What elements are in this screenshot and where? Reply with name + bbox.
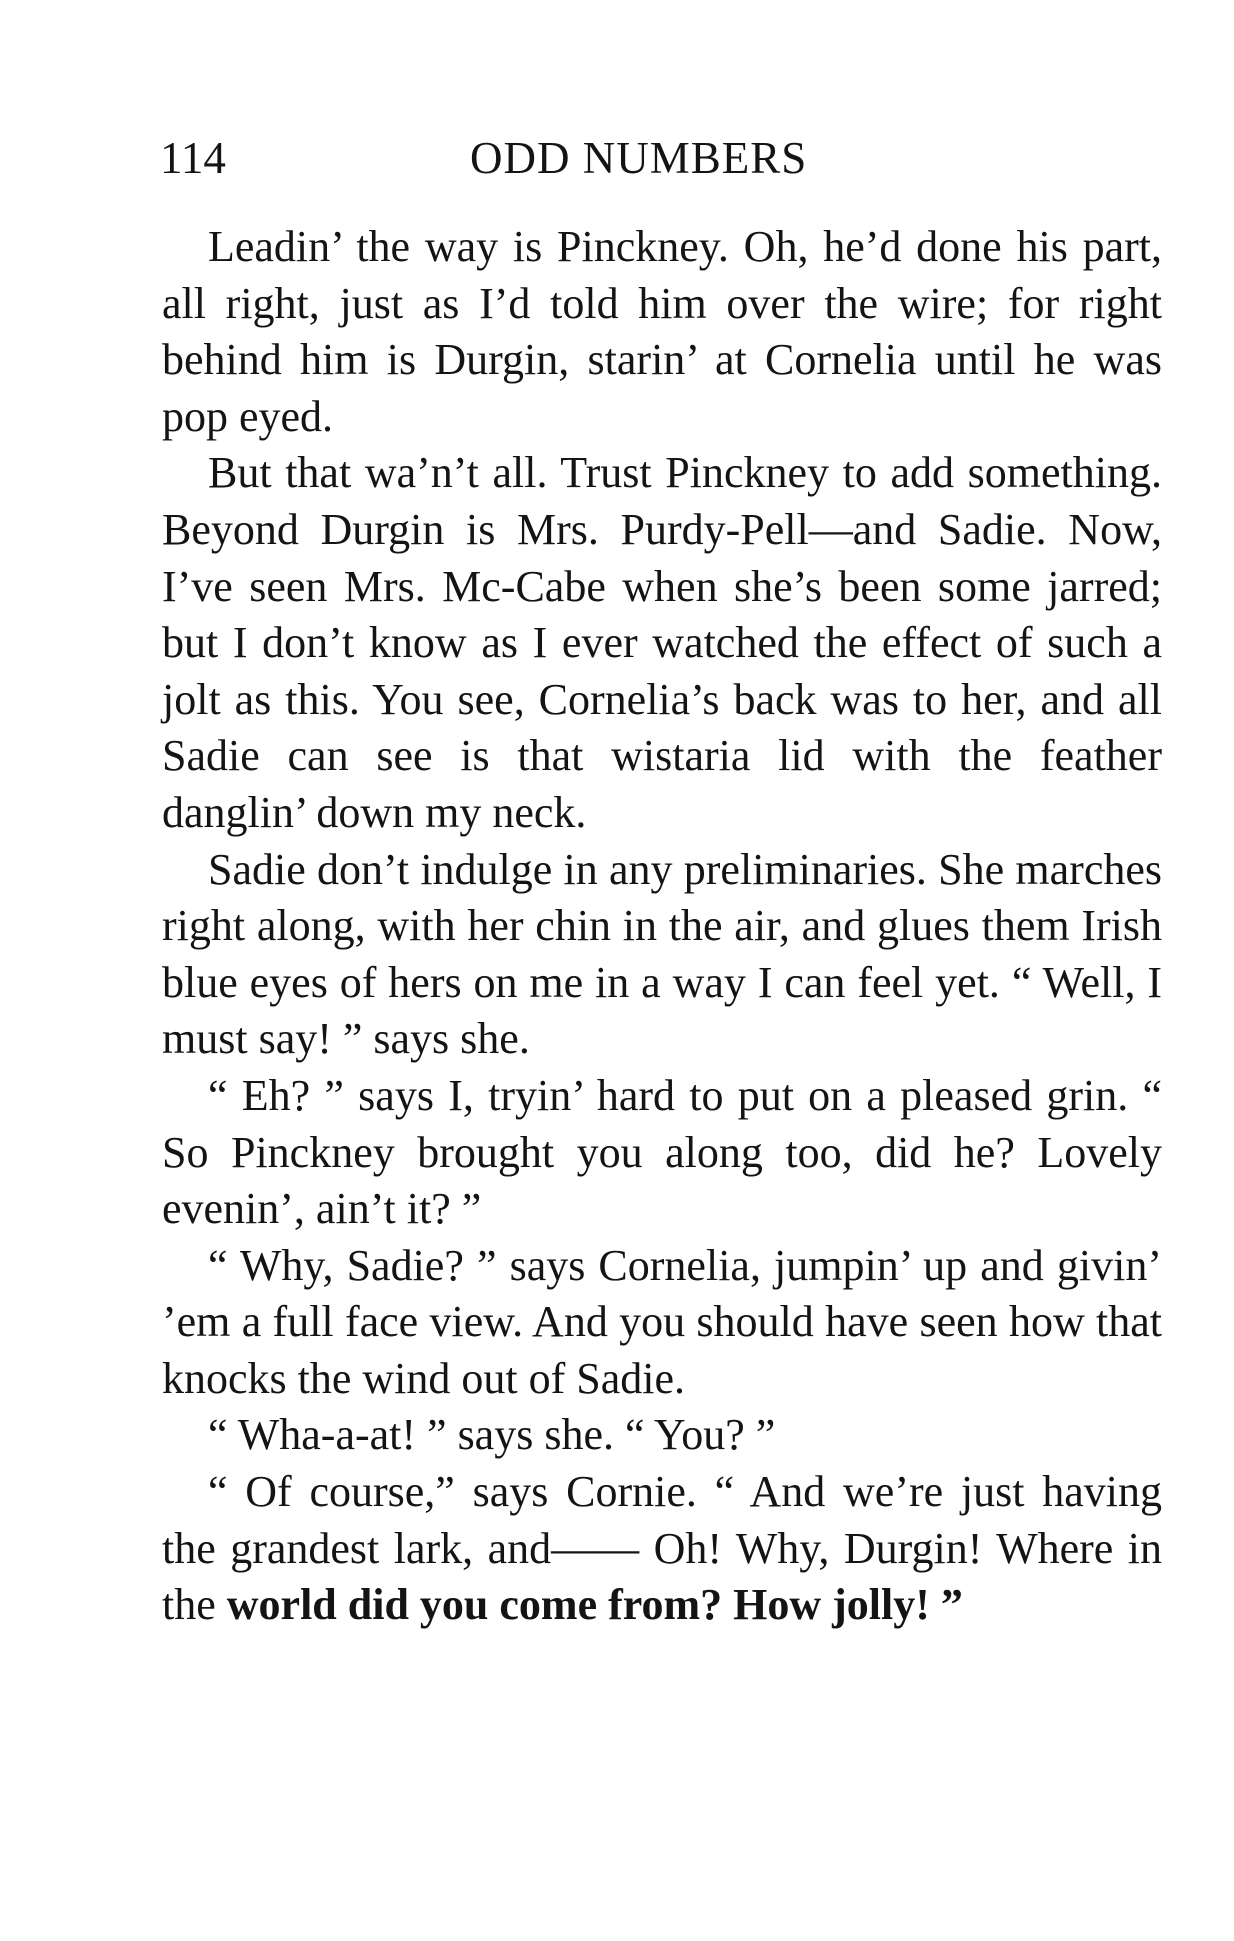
- paragraph-4: “ Eh? ” says I, tryin’ hard to put on a pleased grin. “ So Pinckney brought you along too, did he? Lovely evenin’, ain’t it? ”: [162, 1070, 1162, 1234]
- paragraph-7-text: “ Of course,” says Cornie. “ And we’re just having the grandest lark, and—— Oh! Why, Durgin! Where in the: [162, 1467, 1162, 1630]
- paragraph-1: Leadin’ the way is Pinckney. Oh, he’d done his part, all right, just as I’d told him over the wire; for right behind him is Durgin, starin’ at Cornelia until he was pop eyed.: [162, 222, 1162, 441]
- running-head: [160, 128, 1170, 188]
- paragraph-3: Sadie don’t indulge in any preliminaries. She marches right along, with her chin in the air, and glues them Irish blue eyes of hers on me in a way I can feel yet. “ Well, I must say! ” says she.: [162, 844, 1162, 1064]
- paragraph-5: “ Why, Sadie? ” says Cornelia, jumpin’ up and givin’ ’em a full face view. And you should have seen how that knocks the wind out of Sadie.: [162, 1240, 1162, 1403]
- page-number: 114: [160, 133, 226, 183]
- body-text: [162, 219, 1162, 1634]
- running-title: ODD NUMBERS: [470, 133, 808, 183]
- paragraph-7-bold-text: world did you come from? How jolly! ”: [226, 1580, 963, 1630]
- paragraph-7: [162, 1464, 1162, 1634]
- paragraph-6: “ Wha-a-at! ” says she. “ You? ”: [208, 1410, 776, 1460]
- paragraph-2: But that wa’n’t all. Trust Pinckney to add something. Beyond Durgin is Mrs. Purdy-Pell—and Sadie. Now, I’ve seen Mrs. Mc-Cabe when she’s been some jarred; but I don’t know as I ever watched the effect of such a jolt as this. You see, Cornelia’s back was to her, and all Sadie can see is that wistaria lid with the feather danglin’ down my neck.: [162, 448, 1162, 837]
